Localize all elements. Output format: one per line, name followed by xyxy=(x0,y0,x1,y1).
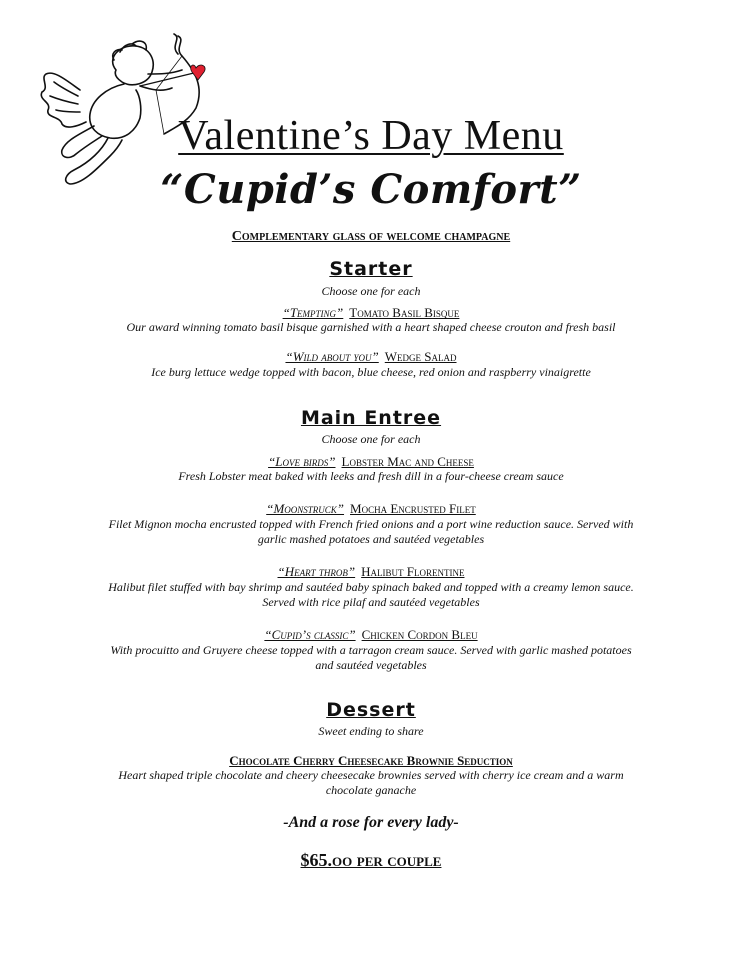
main-entree-heading: Main Entree xyxy=(300,407,442,429)
main-item-description: Fresh Lobster meat baked with leeks and fresh dill in a four-cheese cream sauce xyxy=(178,469,564,483)
starter-item-title xyxy=(0,305,742,321)
main-item-description: With procuitto and Gruyere cheese topped with a tarragon cream sauce. Served with garlic mashed potatoes and sautéed vegetables xyxy=(110,643,632,672)
main-item-nickname: “Love birds” xyxy=(268,454,336,469)
dessert-item-description: Heart shaped triple chocolate and cheery cheesecake brownies served with cherry ice cream and a warm chocolate ganache xyxy=(118,768,624,797)
price: $65.oo per couple xyxy=(300,850,442,870)
main-item-name: Halibut Florentine xyxy=(361,564,465,579)
dessert-item-name: Chocolate Cherry Cheesecake Brownie Seduction xyxy=(229,753,513,768)
main-item-title xyxy=(0,627,742,643)
starter-item-description: Our award winning tomato basil bisque garnished with a heart shaped cheese crouton and fresh basil xyxy=(126,320,616,334)
starter-item-name: Tomato Basil Bisque xyxy=(349,305,460,320)
main-item-description: Filet Mignon mocha encrusted topped with French fried onions and a port wine reduction sauce. Served with garlic mashed potatoes and sautéed vegetables xyxy=(108,517,634,546)
main-item-title xyxy=(0,564,742,580)
starter-item-name: Wedge Salad xyxy=(384,349,457,364)
main-item-name: Chicken Cordon Bleu xyxy=(361,627,478,642)
starter-item-title xyxy=(0,349,742,365)
main-choose-note: Choose one for each xyxy=(321,432,421,446)
starter-item-nickname: “Tempting” xyxy=(282,305,344,320)
starter-heading: Starter xyxy=(329,258,413,280)
main-item-name: Mocha Encrusted Filet xyxy=(350,501,476,516)
rose-note: -And a rose for every lady- xyxy=(283,814,459,831)
main-item-nickname: “Cupid’s classic” xyxy=(264,627,356,642)
starter-choose-note: Choose one for each xyxy=(321,284,421,298)
dessert-heading: Dessert xyxy=(326,699,416,721)
starter-item-description: Ice burg lettuce wedge topped with bacon, blue cheese, red onion and raspberry vinaigrette xyxy=(151,365,591,379)
main-item-title xyxy=(0,501,742,517)
menu-subtitle: “Cupid’s Comfort” xyxy=(160,166,582,213)
welcome-champagne-note: Complementary glass of welcome champagne xyxy=(231,229,511,244)
menu-title: Valentine’s Day Menu xyxy=(178,113,564,159)
dessert-share-note: Sweet ending to share xyxy=(318,724,424,738)
main-item-title xyxy=(0,454,742,470)
main-item-description: Halibut filet stuffed with bay shrimp and sautéed baby spinach baked and topped with a creamy lemon sauce. Served with rice pilaf and sautéed vegetables xyxy=(108,580,634,609)
starter-item-nickname: “Wild about you” xyxy=(285,349,379,364)
main-item-name: Lobster Mac and Cheese xyxy=(341,454,474,469)
main-item-nickname: “Heart throb” xyxy=(277,564,356,579)
main-item-nickname: “Moonstruck” xyxy=(266,501,345,516)
